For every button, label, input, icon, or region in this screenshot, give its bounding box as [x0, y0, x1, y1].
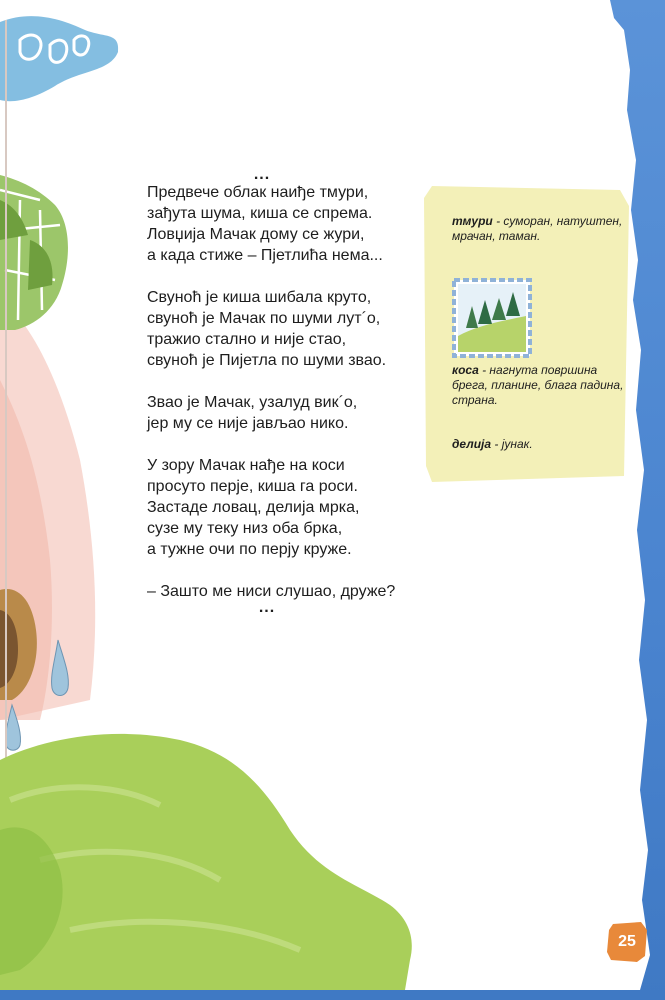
- poem-line: зађута шума, киша се спрема.: [147, 205, 373, 222]
- glossary-definition: - јунак.: [491, 437, 533, 451]
- ellipsis-top: ...: [253, 166, 271, 183]
- poem-line: јер му се није јављао нико.: [147, 415, 349, 432]
- poem-line: тражио стално и није стао,: [147, 331, 347, 348]
- poem-line: – Зашто ме ниси слушао, друже?: [147, 583, 396, 600]
- page-number: 25: [618, 933, 636, 950]
- poem-line: У зору Мачак нађе на коси: [147, 457, 345, 474]
- glossary-term: тмури: [452, 214, 493, 228]
- glossary-term: делија: [452, 437, 492, 451]
- poem-line: просуто перје, киша га роси.: [147, 478, 358, 495]
- poem-line: Предвече облак наиђе тмури,: [147, 184, 369, 201]
- glossary-thumbnail: [452, 278, 532, 358]
- poem-line: Застаде ловац, делија мрка,: [147, 499, 360, 516]
- poem-line: свуноћ је Пијетла по шуми звао.: [147, 352, 387, 369]
- poem-text: [147, 168, 447, 614]
- poem-line: а тужне очи по перју круже.: [147, 541, 352, 558]
- poem-line: Свуноћ је киша шибала круто,: [147, 289, 372, 306]
- green-hill: [0, 734, 412, 990]
- poem-line: а када стиже – Пјетлића нема...: [147, 247, 383, 264]
- blue-splash: [0, 16, 118, 101]
- poem-line: свуноћ је Мачак по шуми лут´о,: [147, 310, 381, 327]
- ellipsis-bottom: ...: [258, 599, 276, 616]
- poem-line: Ловџија Мачак дому се жури,: [147, 226, 365, 243]
- glossary-definition: - нагнута површина брега, планине, блага падина, страна.: [452, 363, 624, 407]
- stanza: [147, 581, 447, 602]
- stanza: [147, 287, 447, 371]
- poem-line: сузе му теку низ оба брка,: [147, 520, 343, 537]
- glossary-term: коса: [452, 363, 479, 377]
- stanza: [147, 455, 447, 560]
- glossary-definition: - суморан, натуштен, мрачан, таман.: [452, 214, 623, 243]
- glossary-entry-kosa: [452, 363, 632, 408]
- stanza: [147, 182, 447, 266]
- stanza: [147, 392, 447, 434]
- poem-line: Звао је Мачак, узалуд вик´о,: [147, 394, 358, 411]
- glossary-entry-delija: [452, 437, 632, 452]
- page-number-badge: [607, 922, 647, 962]
- glossary-entry-tmuri: [452, 214, 632, 244]
